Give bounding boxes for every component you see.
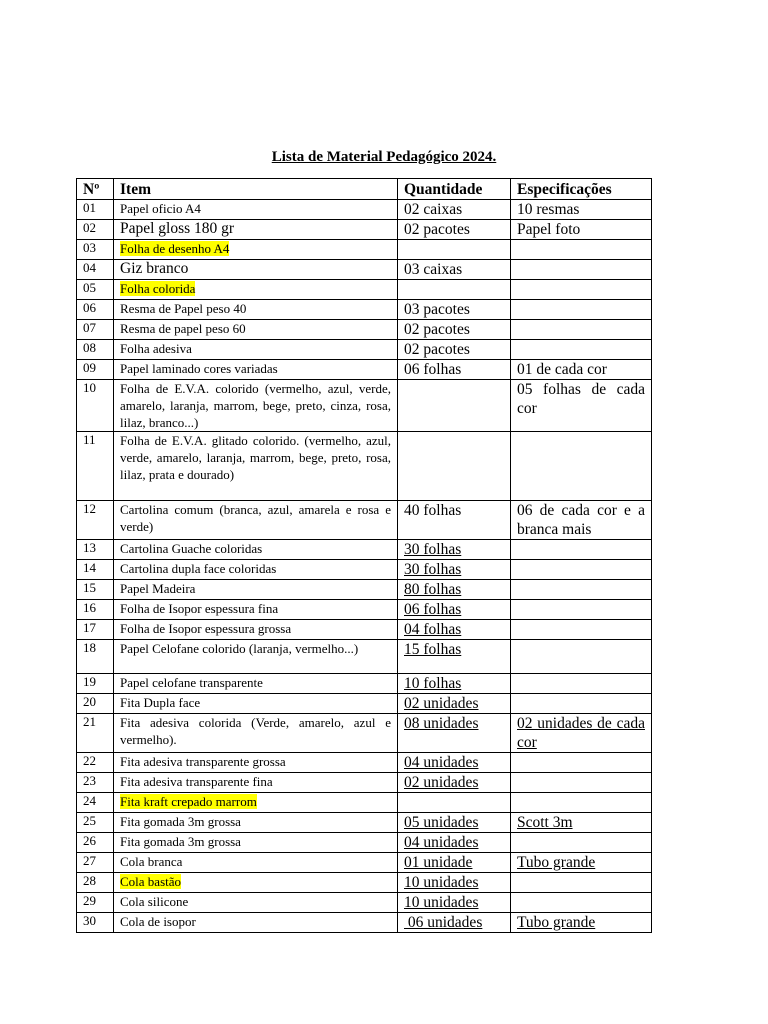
table-row: [77, 501, 652, 540]
row-quantity: [398, 280, 511, 300]
row-specification: 01 de cada cor: [511, 360, 652, 380]
header-item: Item: [114, 179, 398, 200]
row-number: 23: [77, 773, 114, 793]
row-item-text: Cola silicone: [120, 894, 189, 909]
row-specification: [511, 674, 652, 694]
header-spec: Especificações: [511, 179, 652, 200]
row-item: [114, 540, 398, 560]
row-number: 07: [77, 320, 114, 340]
row-specification: [511, 753, 652, 773]
table-row: [77, 813, 652, 833]
row-specification: [511, 694, 652, 714]
row-quantity: 06 unidades: [398, 913, 511, 933]
row-item-text: Fita kraft crepado marrom: [120, 794, 257, 809]
row-number: 05: [77, 280, 114, 300]
row-item: [114, 773, 398, 793]
row-item: [114, 300, 398, 320]
row-number: 22: [77, 753, 114, 773]
row-number: 14: [77, 560, 114, 580]
row-number: 02: [77, 220, 114, 240]
row-quantity: 06 folhas: [398, 360, 511, 380]
row-item-text: Cola branca: [120, 854, 183, 869]
row-item-text: Folha de desenho A4: [120, 241, 230, 256]
table-row: [77, 913, 652, 933]
row-specification: [511, 260, 652, 280]
row-item-text: Folha de Isopor espessura grossa: [120, 621, 292, 636]
row-item-text: Folha de Isopor espessura fina: [120, 601, 279, 616]
row-item: [114, 813, 398, 833]
row-item: [114, 580, 398, 600]
row-item: [114, 240, 398, 260]
row-specification: [511, 833, 652, 853]
table-row: [77, 320, 652, 340]
table-row: [77, 220, 652, 240]
row-specification: [511, 280, 652, 300]
table-row: [77, 300, 652, 320]
row-specification: [511, 240, 652, 260]
row-item: [114, 380, 398, 432]
row-item: [114, 501, 398, 540]
row-item: [114, 280, 398, 300]
row-specification: Tubo grande: [511, 853, 652, 873]
row-specification: [511, 640, 652, 674]
row-item-text: Folha adesiva: [120, 341, 192, 356]
row-quantity: 30 folhas: [398, 560, 511, 580]
row-quantity: 02 caixas: [398, 200, 511, 220]
row-number: 01: [77, 200, 114, 220]
row-specification: [511, 580, 652, 600]
row-number: 08: [77, 340, 114, 360]
row-specification: [511, 793, 652, 813]
row-quantity: [398, 793, 511, 813]
row-specification: Papel foto: [511, 220, 652, 240]
row-specification: 06 de cada cor e a branca mais: [511, 501, 652, 540]
row-quantity: 40 folhas: [398, 501, 511, 540]
row-item: [114, 714, 398, 753]
row-item: [114, 600, 398, 620]
table-row: [77, 793, 652, 813]
row-item: [114, 913, 398, 933]
row-quantity: 10 folhas: [398, 674, 511, 694]
table-row: [77, 540, 652, 560]
row-item-text: Papel oficio A4: [120, 201, 201, 216]
row-item: [114, 833, 398, 853]
table-row: [77, 714, 652, 753]
row-number: 03: [77, 240, 114, 260]
row-number: 21: [77, 714, 114, 753]
row-item: [114, 200, 398, 220]
row-quantity: 01 unidade: [398, 853, 511, 873]
row-quantity: 30 folhas: [398, 540, 511, 560]
table-row: [77, 240, 652, 260]
table-row: [77, 773, 652, 793]
row-item: [114, 560, 398, 580]
page-title: Lista de Material Pedagógico 2024.: [271, 149, 497, 165]
row-specification: 05 folhas de cada cor: [511, 380, 652, 432]
row-item: [114, 753, 398, 773]
row-quantity: 08 unidades: [398, 714, 511, 753]
table-row: [77, 360, 652, 380]
row-quantity: 02 pacotes: [398, 220, 511, 240]
row-item-text: Cartolina dupla face coloridas: [120, 561, 277, 576]
row-item-text: Giz branco: [120, 260, 189, 277]
row-quantity: 06 folhas: [398, 600, 511, 620]
table-row: [77, 380, 652, 432]
row-quantity: 05 unidades: [398, 813, 511, 833]
table-row: [77, 560, 652, 580]
row-number: 06: [77, 300, 114, 320]
row-quantity: [398, 380, 511, 432]
table-row: [77, 600, 652, 620]
row-number: 30: [77, 913, 114, 933]
table-row: [77, 640, 652, 674]
row-number: 11: [77, 432, 114, 501]
table-row: [77, 893, 652, 913]
row-quantity: [398, 240, 511, 260]
header-num: Nº: [77, 179, 114, 200]
table-row: [77, 694, 652, 714]
table-row: [77, 340, 652, 360]
row-item-text: Resma de papel peso 60: [120, 321, 246, 336]
row-number: 16: [77, 600, 114, 620]
table-row: [77, 873, 652, 893]
row-number: 26: [77, 833, 114, 853]
row-quantity: 04 unidades: [398, 833, 511, 853]
row-specification: [511, 540, 652, 560]
row-quantity: 02 unidades: [398, 694, 511, 714]
row-number: 18: [77, 640, 114, 674]
row-quantity: 04 folhas: [398, 620, 511, 640]
row-item-text: Resma de Papel peso 40: [120, 301, 247, 316]
row-specification: [511, 600, 652, 620]
row-quantity: 03 caixas: [398, 260, 511, 280]
row-item: [114, 220, 398, 240]
table-row: [77, 753, 652, 773]
row-number: 27: [77, 853, 114, 873]
row-item-text: Fita Dupla face: [120, 695, 201, 710]
row-specification: Tubo grande: [511, 913, 652, 933]
table-header-row: [77, 179, 652, 200]
row-item: [114, 873, 398, 893]
row-quantity: [398, 432, 511, 501]
row-item-text: Fita gomada 3m grossa: [120, 814, 241, 829]
row-number: 28: [77, 873, 114, 893]
row-quantity: 80 folhas: [398, 580, 511, 600]
table-row: [77, 200, 652, 220]
table-row: [77, 674, 652, 694]
table-row: [77, 853, 652, 873]
row-specification: [511, 873, 652, 893]
row-number: 17: [77, 620, 114, 640]
row-item: [114, 320, 398, 340]
row-item-text: Fita gomada 3m grossa: [120, 834, 241, 849]
table-row: [77, 432, 652, 501]
row-number: 10: [77, 380, 114, 432]
row-specification: [511, 300, 652, 320]
row-item-text: Cola de isopor: [120, 914, 196, 929]
row-number: 29: [77, 893, 114, 913]
header-qty: Quantidade: [398, 179, 511, 200]
row-number: 09: [77, 360, 114, 380]
row-quantity: 03 pacotes: [398, 300, 511, 320]
row-item: [114, 674, 398, 694]
row-item: [114, 893, 398, 913]
row-specification: [511, 620, 652, 640]
row-item-text: Fita adesiva colorida (Verde, amarelo, azul e vermelho).: [120, 715, 391, 747]
material-table: [76, 178, 652, 933]
row-item: [114, 640, 398, 674]
row-specification: 10 resmas: [511, 200, 652, 220]
row-number: 24: [77, 793, 114, 813]
table-row: [77, 580, 652, 600]
row-item-text: Papel gloss 180 gr: [120, 220, 235, 237]
row-item: [114, 260, 398, 280]
row-quantity: 02 pacotes: [398, 320, 511, 340]
row-specification: [511, 320, 652, 340]
row-item-text: Cola bastão: [120, 874, 182, 889]
row-quantity: 04 unidades: [398, 753, 511, 773]
row-item-text: Papel celofane transparente: [120, 675, 263, 690]
row-specification: [511, 893, 652, 913]
row-item-text: Papel laminado cores variadas: [120, 361, 278, 376]
row-specification: Scott 3m: [511, 813, 652, 833]
table-row: [77, 260, 652, 280]
row-item: [114, 432, 398, 501]
row-quantity: 02 unidades: [398, 773, 511, 793]
row-specification: 02 unidades de cada cor: [511, 714, 652, 753]
row-quantity: 10 unidades: [398, 873, 511, 893]
row-item: [114, 340, 398, 360]
row-number: 19: [77, 674, 114, 694]
row-item: [114, 360, 398, 380]
row-item: [114, 793, 398, 813]
row-quantity: 02 pacotes: [398, 340, 511, 360]
row-item-text: Cartolina comum (branca, azul, amarela e rosa e verde): [120, 502, 391, 534]
row-item-text: Fita adesiva transparente grossa: [120, 754, 286, 769]
row-number: 13: [77, 540, 114, 560]
row-specification: [511, 432, 652, 501]
row-number: 25: [77, 813, 114, 833]
row-number: 15: [77, 580, 114, 600]
row-specification: [511, 340, 652, 360]
table-row: [77, 620, 652, 640]
row-item-text: Folha de E.V.A. glitado colorido. (vermelho, azul, verde, amarelo, laranja, marrom, bege, preto, rosa, lilaz, prata e dourado): [120, 433, 391, 482]
row-item-text: Cartolina Guache coloridas: [120, 541, 263, 556]
row-number: 20: [77, 694, 114, 714]
row-number: 12: [77, 501, 114, 540]
row-item-text: Papel Celofane colorido (laranja, vermelho...): [120, 641, 359, 656]
row-item-text: Papel Madeira: [120, 581, 196, 596]
table-body: [77, 200, 652, 933]
row-quantity: 15 folhas: [398, 640, 511, 674]
row-item-text: Folha de E.V.A. colorido (vermelho, azul, verde, amarelo, laranja, marrom, bege, preto, cinza, rosa, lilaz, branco...): [120, 381, 391, 430]
row-number: 04: [77, 260, 114, 280]
table-row: [77, 280, 652, 300]
row-item: [114, 853, 398, 873]
table-row: [77, 833, 652, 853]
row-item: [114, 620, 398, 640]
row-item-text: Fita adesiva transparente fina: [120, 774, 273, 789]
row-specification: [511, 773, 652, 793]
row-item: [114, 694, 398, 714]
row-specification: [511, 560, 652, 580]
row-item-text: Folha colorida: [120, 281, 196, 296]
row-quantity: 10 unidades: [398, 893, 511, 913]
